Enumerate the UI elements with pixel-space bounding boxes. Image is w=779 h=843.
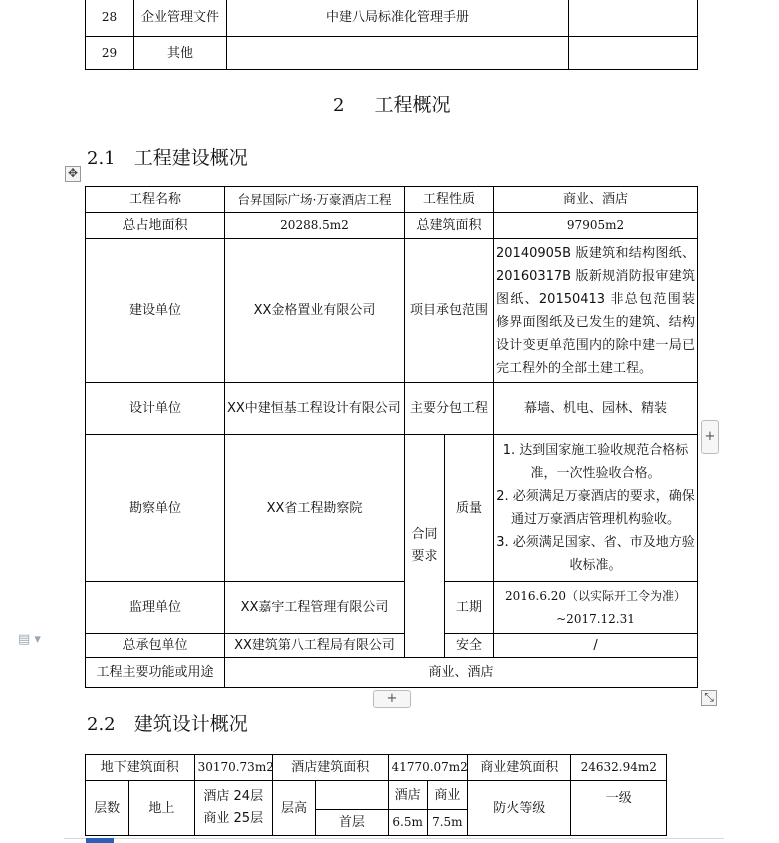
safety-label: 安全 — [445, 634, 494, 658]
design-value: XX中建恒基工程设计有限公司 — [225, 383, 405, 435]
section-2-1-heading — [87, 143, 248, 170]
project-nature-value: 商业、酒店 — [494, 187, 698, 213]
table-row — [86, 239, 698, 383]
row-category: 企业管理文件 — [134, 0, 227, 37]
section-number: 2.2 — [87, 714, 116, 735]
subcontract-label: 主要分包工程 — [405, 383, 494, 435]
table-row — [86, 0, 698, 37]
table-resize-handle-icon[interactable]: ⤡ — [701, 690, 717, 706]
build-area-label: 总建筑面积 — [405, 213, 494, 239]
floors-label: 层数 — [86, 781, 129, 836]
site-area-value: 20288.5m2 — [225, 213, 405, 239]
row-document-name — [227, 37, 569, 70]
floor-counts — [194, 781, 272, 836]
quality-item: 1. 达到国家施工验收规范合格标准，一次性验收合格。 — [502, 443, 689, 481]
function-value: 商业、酒店 — [225, 658, 698, 688]
site-area-label: 总占地面积 — [86, 213, 225, 239]
above-ground-label: 地上 — [129, 781, 194, 836]
row-document-name: 中建八局标准化管理手册 — [227, 0, 569, 37]
architecture-design-table — [85, 754, 667, 836]
section-title: 工程概况 — [374, 94, 451, 116]
quality-item: 2. 必须满足万豪酒店的要求，确保通过万豪酒店管理机构验收。 — [496, 489, 695, 527]
table-row — [86, 634, 698, 658]
blank-cell — [316, 781, 388, 810]
add-column-button[interactable]: + — [701, 420, 719, 454]
section-number: 2 — [333, 95, 345, 116]
section-2-heading — [333, 90, 451, 117]
commercial-column-label: 商业 — [427, 781, 467, 810]
add-row-button[interactable]: + — [373, 690, 411, 708]
contractor-value: XX建筑第八工程局有限公司 — [225, 634, 405, 658]
survey-label: 勘察单位 — [86, 435, 225, 582]
table-row — [86, 781, 667, 810]
first-floor-label: 首层 — [316, 810, 388, 836]
subcontract-value: 幕墙、机电、园林、精装 — [494, 383, 698, 435]
hotel-area-value: 41770.07m2 — [388, 755, 467, 781]
project-overview-table — [85, 186, 698, 688]
hotel-area-label: 酒店建筑面积 — [272, 755, 388, 781]
table-move-handle-icon[interactable]: ✥ — [65, 166, 81, 182]
owner-value: XX金格置业有限公司 — [225, 239, 405, 383]
table-row — [86, 435, 698, 582]
table-row — [86, 755, 667, 781]
underground-area-label: 地下建筑面积 — [86, 755, 195, 781]
document-list-table — [85, 0, 698, 70]
owner-label: 建设单位 — [86, 239, 225, 383]
document-icon[interactable]: ▤ ▾ — [18, 632, 41, 647]
build-area-value: 97905m2 — [494, 213, 698, 239]
page-bottom-ruler — [64, 838, 724, 839]
fire-rating-label: 防火等级 — [467, 781, 571, 836]
commercial-area-value: 24632.94m2 — [571, 755, 667, 781]
section-title: 建筑设计概况 — [133, 713, 248, 735]
row-number: 29 — [86, 37, 134, 70]
function-label: 工程主要功能或用途 — [86, 658, 225, 688]
contractor-label: 总承包单位 — [86, 634, 225, 658]
design-label: 设计单位 — [86, 383, 225, 435]
row-extra — [569, 0, 698, 37]
section-title: 工程建设概况 — [133, 147, 248, 169]
project-name-value: 台昇国际广场·万豪酒店工程 — [225, 187, 405, 213]
quality-item: 3. 必须满足国家、省、市及地方验收标准。 — [496, 535, 695, 573]
project-name-label: 工程名称 — [86, 187, 225, 213]
period-value: 2016.6.20（以实际开工令为准）~2017.12.31 — [494, 582, 698, 634]
survey-value: XX省工程勘察院 — [225, 435, 405, 582]
section-2-2-heading — [87, 709, 248, 736]
table-row — [86, 582, 698, 634]
quality-value — [494, 435, 698, 582]
row-number: 28 — [86, 0, 134, 37]
quality-label: 质量 — [445, 435, 494, 582]
section-number: 2.1 — [87, 148, 116, 169]
project-nature-label: 工程性质 — [405, 187, 494, 213]
contract-requirement-label: 合同要求 — [405, 435, 445, 658]
hotel-column-label: 酒店 — [388, 781, 427, 810]
safety-value: / — [494, 634, 698, 658]
commercial-floors: 商业 25层 — [203, 811, 264, 826]
first-floor-hotel-height: 6.5m — [388, 810, 427, 836]
floor-height-label: 层高 — [272, 781, 315, 836]
scope-label: 项目承包范围 — [405, 239, 494, 383]
scope-value: 20140905B 版建筑和结构图纸、20160317B 版新规消防报审建筑图纸、20150413 非总包范围装修界面图纸及已发生的建筑、结构设计变更单范围内的除中建一局已完工程外的全部土建工程。 — [494, 239, 698, 383]
table-row — [86, 213, 698, 239]
commercial-area-label: 商业建筑面积 — [467, 755, 571, 781]
fire-rating-value: 一级 — [571, 781, 667, 836]
ruler-indicator — [86, 838, 114, 843]
period-label: 工期 — [445, 582, 494, 634]
hotel-floors: 酒店 24层 — [203, 789, 264, 804]
underground-area-value: 30170.73m2 — [194, 755, 272, 781]
supervisor-label: 监理单位 — [86, 582, 225, 634]
table-row — [86, 383, 698, 435]
table-row — [86, 658, 698, 688]
row-category: 其他 — [134, 37, 227, 70]
table-row — [86, 37, 698, 70]
table-row — [86, 187, 698, 213]
first-floor-commercial-height: 7.5m — [427, 810, 467, 836]
supervisor-value: XX嘉宇工程管理有限公司 — [225, 582, 405, 634]
row-extra — [569, 37, 698, 70]
